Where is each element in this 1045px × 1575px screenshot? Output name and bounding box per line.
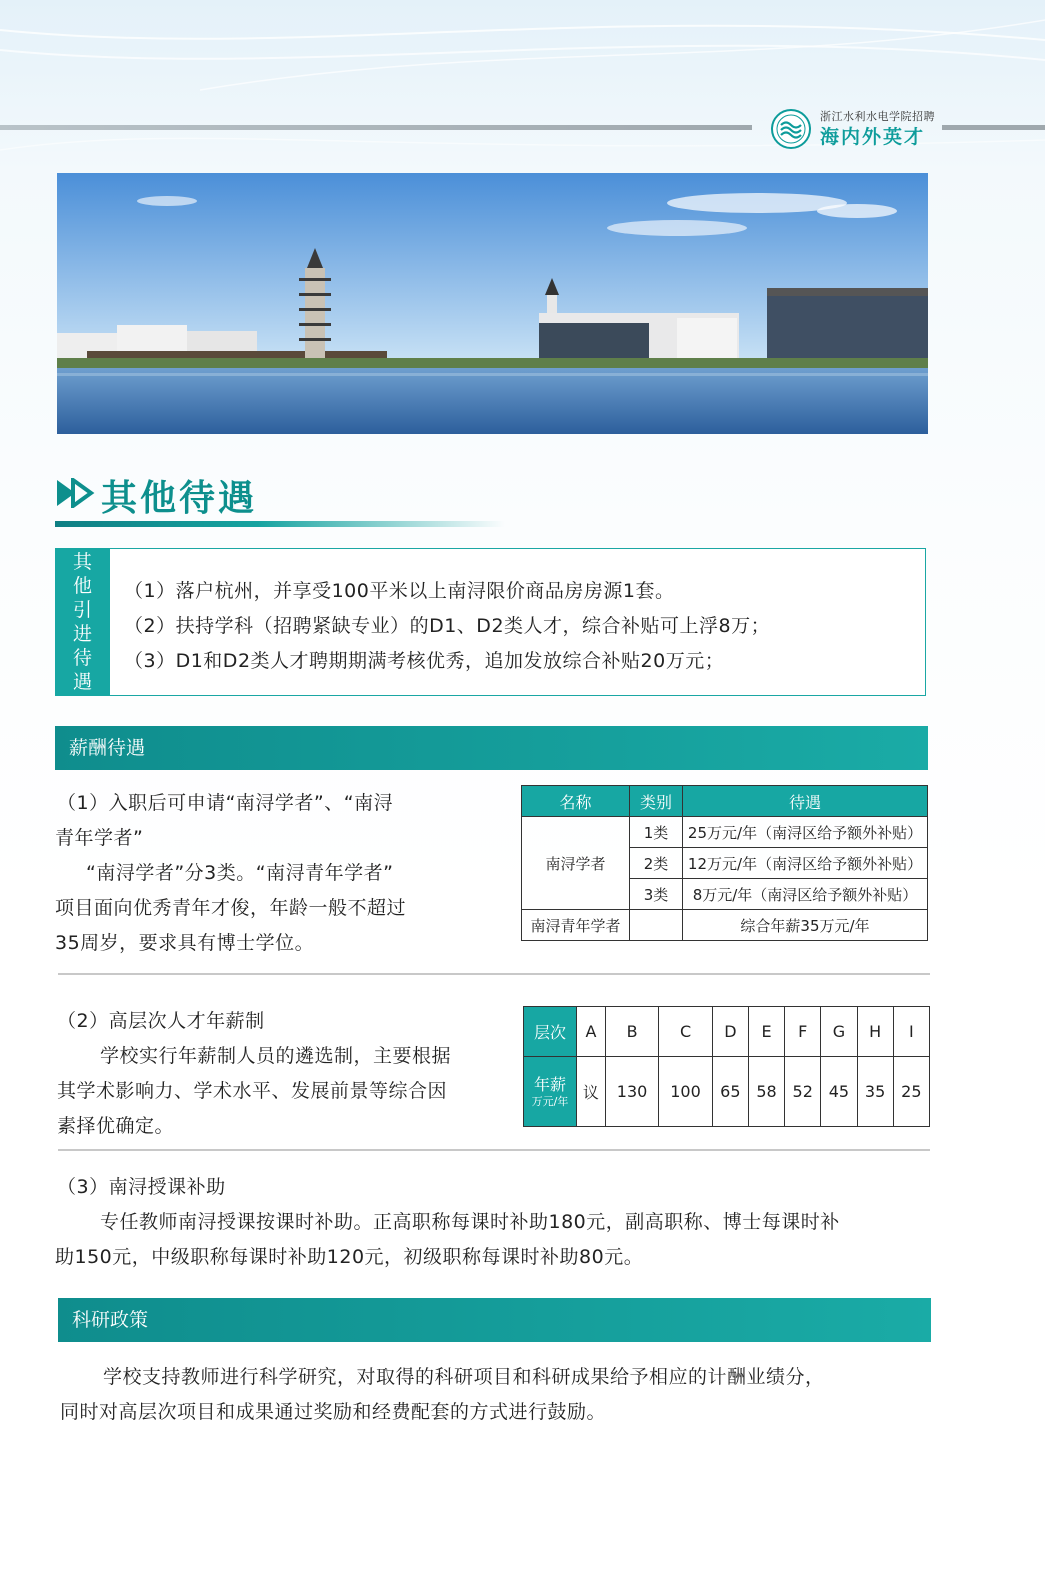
- other-benefits-label-text: 其他引进待遇: [72, 551, 92, 693]
- salary-banner: 薪酬待遇: [55, 726, 928, 770]
- research-banner: 科研政策: [58, 1298, 931, 1342]
- t1-header-name: 名称: [522, 786, 630, 817]
- other-benefit-line: （3）D1和D2类人才聘期期满考核优秀，追加发放综合补贴20万元；: [124, 650, 725, 672]
- salary-p1-line1: （1）入职后可申请“南浔学者”、“南浔: [57, 792, 394, 814]
- t2-value: 130: [605, 1057, 658, 1127]
- school-logo-icon: [770, 108, 812, 150]
- salary-p2-line3: 素择优确定。: [57, 1115, 175, 1137]
- t2-value: 45: [821, 1057, 857, 1127]
- t2-level: D: [712, 1007, 748, 1057]
- t2-salary-label: [524, 1057, 577, 1127]
- t2-level: G: [821, 1007, 857, 1057]
- salary-p1-line2: 青年学者”: [55, 827, 144, 849]
- t1-benefit: 8万元/年（南浔区给予额外补贴）: [683, 879, 928, 910]
- header-rule-right: [942, 125, 1045, 130]
- t2-value: 58: [748, 1057, 784, 1127]
- t1-header-benefit: 待遇: [683, 786, 928, 817]
- salary-p2-line2: 其学术影响力、学术水平、发展前景等综合因: [57, 1080, 448, 1102]
- scholar-benefits-table: [521, 785, 928, 941]
- t2-level: C: [659, 1007, 712, 1057]
- t1-category: 1类: [630, 817, 683, 848]
- t1-category: 2类: [630, 848, 683, 879]
- t2-salary-label-text: 年薪: [533, 1074, 566, 1094]
- other-benefit-line: （1）落户杭州，并享受100平米以上南浔限价商品房房源1套。: [124, 580, 675, 602]
- section-title: 其他待遇: [101, 478, 258, 519]
- t1-young-benefit: 综合年薪35万元/年: [683, 910, 928, 941]
- divider: [58, 973, 930, 975]
- salary-p3-line2: 助150元，中级职称每课时补助120元，初级职称每课时补助80元。: [55, 1246, 644, 1268]
- t1-header-category: 类别: [630, 786, 683, 817]
- t2-level: B: [605, 1007, 658, 1057]
- t1-category: 3类: [630, 879, 683, 910]
- salary-p3-title: （3）南浔授课补助: [57, 1176, 226, 1198]
- double-arrow-icon: [55, 478, 95, 508]
- t2-level: I: [893, 1007, 929, 1057]
- t2-value: 100: [659, 1057, 712, 1127]
- t2-value: 52: [785, 1057, 821, 1127]
- t2-level: E: [748, 1007, 784, 1057]
- t2-level: A: [577, 1007, 606, 1057]
- annual-salary-table: [523, 1006, 930, 1127]
- t2-level-label: 层次: [524, 1007, 577, 1057]
- salary-p1-line3: “南浔学者”分3类。“南浔青年学者”: [86, 862, 394, 884]
- brand-title: 海内外英才: [820, 126, 926, 148]
- salary-p3-line1: 专任教师南浔授课按课时补助。正高职称每课时补助180元，副高职称、博士每课时补: [100, 1211, 840, 1233]
- t1-scholar-name: 南浔学者: [522, 817, 630, 910]
- other-benefits-label: [55, 548, 110, 696]
- t1-benefit: 25万元/年（南浔区给予额外补贴）: [683, 817, 928, 848]
- header-rule-left: [0, 125, 752, 130]
- t2-level: H: [857, 1007, 893, 1057]
- t1-young-category: [630, 910, 683, 941]
- t2-level: F: [785, 1007, 821, 1057]
- other-benefit-line: （2）扶持学科（招聘紧缺专业）的D1、D2类人才，综合补贴可上浮8万；: [124, 615, 771, 637]
- salary-p1-line4: 项目面向优秀青年才俊，年龄一般不超过: [55, 897, 407, 919]
- t1-young-name: 南浔青年学者: [522, 910, 630, 941]
- campus-lake-photo: [57, 173, 928, 434]
- t2-value: 议: [577, 1057, 606, 1127]
- salary-p1-line5: 35周岁，要求具有博士学位。: [55, 932, 315, 954]
- research-line2: 同时对高层次项目和成果通过奖励和经费配套的方式进行鼓励。: [60, 1401, 607, 1423]
- section-underline: [55, 521, 505, 527]
- salary-p2-line1: 学校实行年薪制人员的遴选制，主要根据: [100, 1045, 452, 1067]
- divider: [58, 1149, 930, 1151]
- t2-value: 35: [857, 1057, 893, 1127]
- org-name: 浙江水利水电学院招聘: [820, 110, 935, 123]
- t2-value: 65: [712, 1057, 748, 1127]
- research-line1: 学校支持教师进行科学研究，对取得的科研项目和科研成果给予相应的计酬业绩分，: [103, 1366, 825, 1388]
- t2-value: 25: [893, 1057, 929, 1127]
- salary-p2-title: （2）高层次人才年薪制: [57, 1010, 265, 1032]
- t2-salary-unit: 万元/年: [531, 1094, 569, 1108]
- t1-benefit: 12万元/年（南浔区给予额外补贴）: [683, 848, 928, 879]
